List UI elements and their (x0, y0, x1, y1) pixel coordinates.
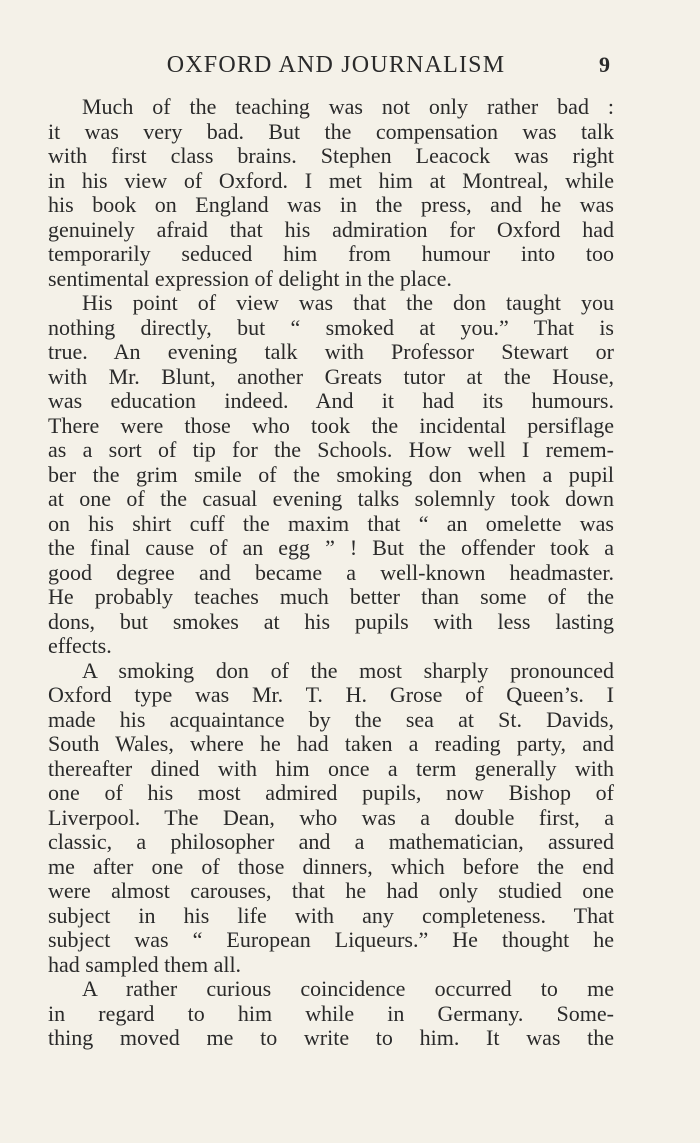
text-line: A rather curious coincidence occurred to me (82, 976, 614, 1001)
text-line: his book on England was in the press, and he was (48, 192, 614, 217)
text-line: Much of the teaching was not only rather bad : (82, 94, 614, 119)
text-line: subject in his life with any completeness. That (48, 902, 614, 928)
text-line: with first class brains. Stephen Leacock was right (48, 143, 614, 168)
text-line: South Wales, where he had taken a reading party, and (48, 731, 614, 756)
text-line: Oxford type was Mr. T. H. Grose of Queen’s. I (48, 682, 614, 707)
text-line: were almost carouses, that he had only studied one (48, 878, 614, 903)
body-text (48, 95, 614, 1051)
text-line: thereafter dined with him once a term generally with (48, 755, 614, 781)
text-line: made his acquaintance by the sea at St. Davids, (48, 706, 614, 732)
text-line: temporarily seduced him from humour into too (48, 241, 614, 266)
text-line: one of his most admired pupils, now Bishop of (48, 780, 614, 805)
text-line: Liverpool. The Dean, who was a double first, a (48, 804, 614, 830)
text-line: true. An evening talk with Professor Stewart or (48, 339, 614, 364)
page-header (48, 48, 614, 82)
text-line: He probably teaches much better than some of the (48, 584, 614, 609)
text-line: thing moved me to write to him. It was the (48, 1025, 614, 1050)
text-line: had sampled them all. (48, 951, 242, 977)
text-line: on his shirt cuff the maxim that “ an omelette was (48, 510, 614, 536)
text-line: in regard to him while in Germany. Some- (48, 1000, 614, 1026)
text-line: ber the grim smile of the smoking don when a pupil (48, 461, 614, 487)
text-line: as a sort of tip for the Schools. How well I remem- (48, 437, 614, 462)
text-line: was education indeed. And it had its humours. (48, 388, 614, 413)
text-line: at one of the casual evening talks solemnly took down (48, 486, 614, 511)
page-number: 9 (599, 52, 610, 77)
text-line: me after one of those dinners, which before the end (48, 853, 614, 879)
text-line: it was very bad. But the compensation was talk (48, 118, 614, 144)
text-line: classic, a philosopher and a mathematician, assured (48, 829, 614, 854)
text-line: There were those who took the incidental persiflage (48, 412, 614, 438)
text-line: sentimental expression of delight in the place. (48, 265, 452, 291)
text-line: dons, but smokes at his pupils with less lasting (48, 608, 614, 634)
text-line: good degree and became a well-known headmaster. (48, 559, 614, 585)
text-line: the final cause of an egg ” ! But the offender took a (48, 535, 614, 560)
text-line: nothing directly, but “ smoked at you.” That is (48, 314, 614, 340)
running-title: OXFORD AND JOURNALISM (166, 52, 506, 78)
text-line: A smoking don of the most sharply pronounced (82, 657, 614, 683)
text-line: with Mr. Blunt, another Greats tutor at the House, (48, 363, 614, 389)
text-line: His point of view was that the don taught you (82, 290, 614, 315)
text-line: subject was “ European Liqueurs.” He thought he (48, 927, 614, 952)
text-line: genuinely afraid that his admiration for Oxford had (48, 216, 614, 242)
text-line: in his view of Oxford. I met him at Montreal, while (48, 167, 614, 193)
text-line: effects. (48, 633, 112, 658)
